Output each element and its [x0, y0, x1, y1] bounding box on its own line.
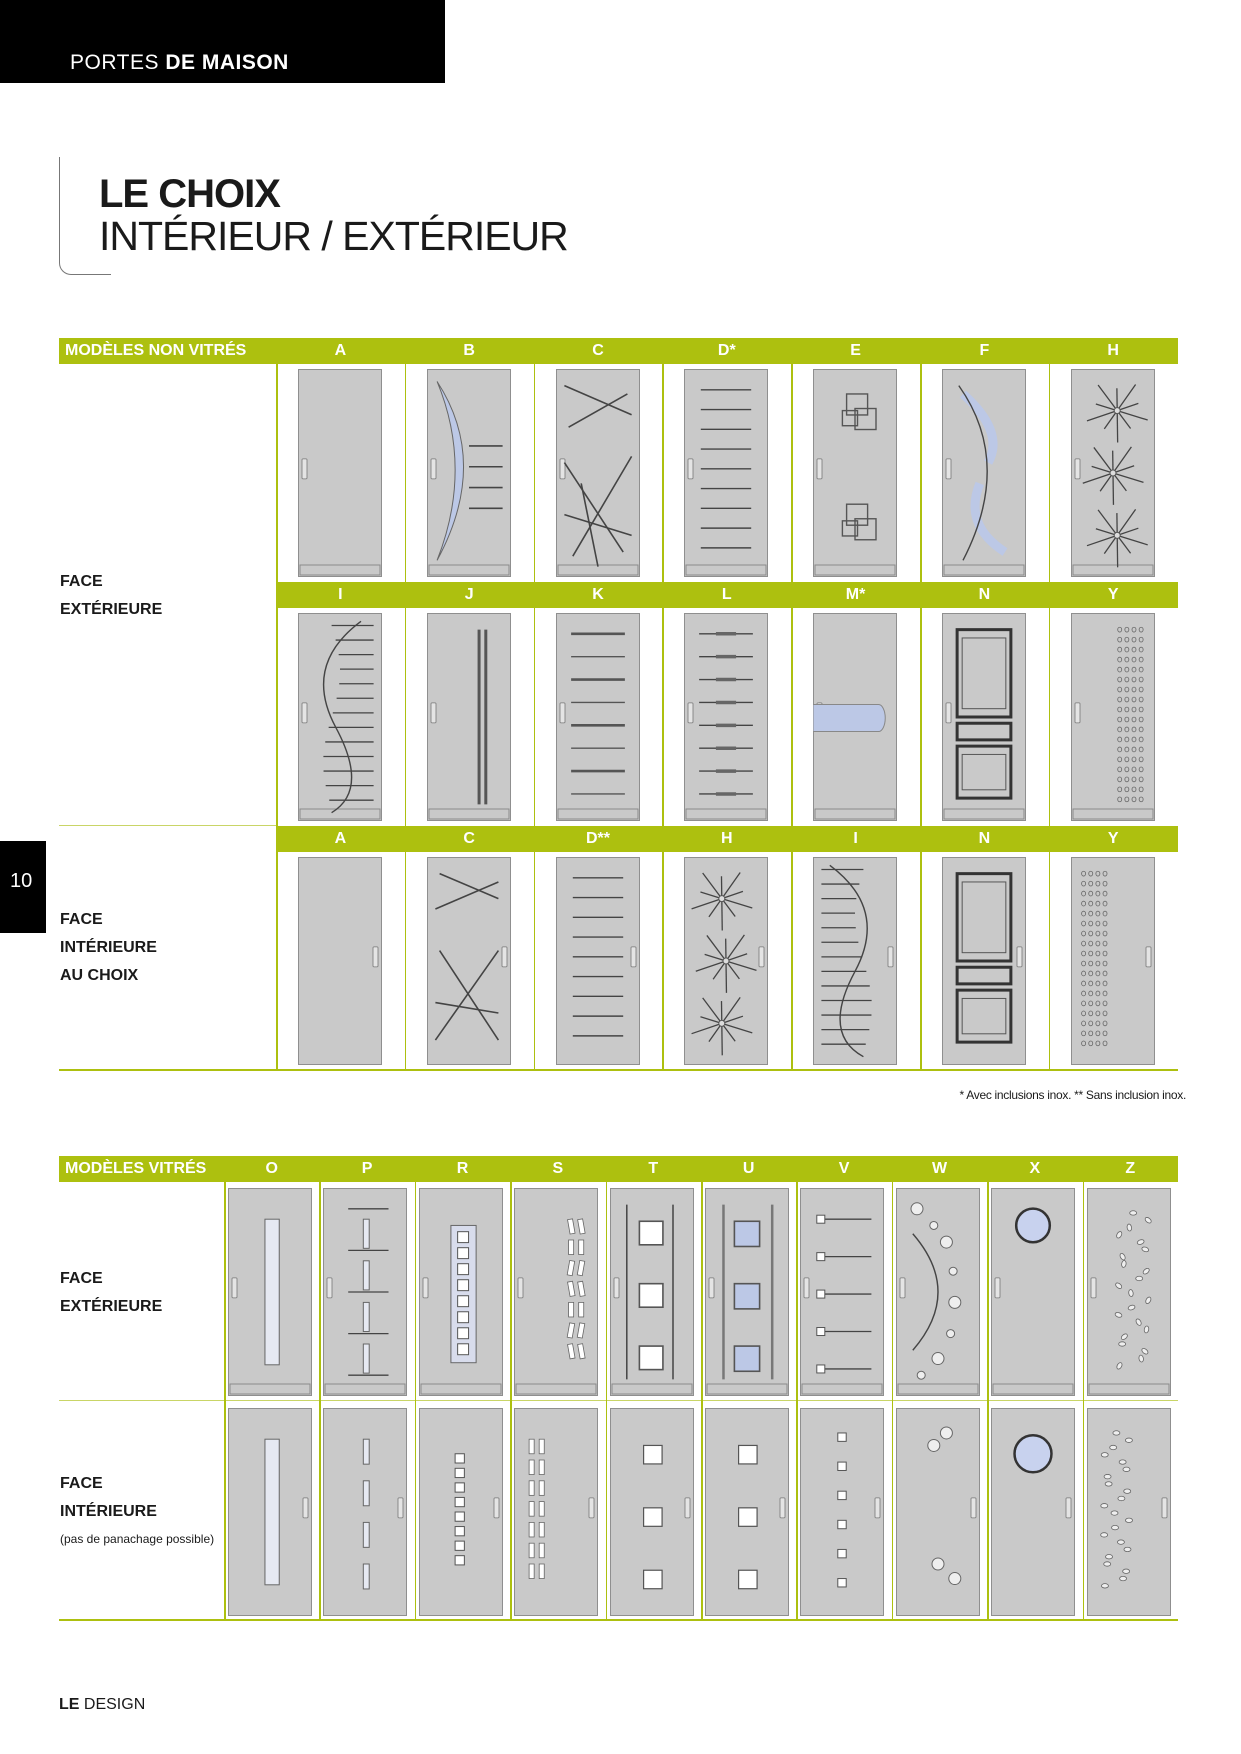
door-thumbnail	[1071, 857, 1155, 1065]
column-separator	[892, 1182, 894, 1619]
door-thumbnail	[228, 1188, 312, 1396]
door-thumbnail	[298, 857, 382, 1065]
door-thumbnail	[514, 1408, 598, 1616]
door-thumbnail	[419, 1188, 503, 1396]
column-separator	[224, 1182, 226, 1619]
table2-row-divider	[59, 1400, 1178, 1401]
column-separator	[405, 364, 407, 582]
table1-bottom-rule	[59, 1069, 1178, 1071]
door-thumbnail	[705, 1408, 789, 1616]
column-letter: L	[721, 586, 732, 603]
column-separator	[987, 1182, 989, 1619]
door-thumbnail	[942, 857, 1026, 1065]
column-letter: H	[1107, 342, 1119, 359]
column-separator	[276, 852, 278, 1069]
door-thumbnail	[942, 613, 1026, 821]
column-letter: I	[338, 586, 343, 603]
door-thumbnail	[556, 613, 640, 821]
door-thumbnail	[514, 1188, 598, 1396]
column-letter: B	[463, 342, 475, 359]
column-letter: O	[265, 1160, 278, 1177]
column-separator	[276, 364, 278, 582]
column-letter: C	[592, 342, 604, 359]
column-separator	[276, 608, 278, 826]
door-thumbnail	[684, 857, 768, 1065]
footnote: * Avec inclusions inox. ** Sans inclusion inox.	[959, 1088, 1186, 1102]
page-title: LE CHOIX	[99, 172, 280, 216]
door-thumbnail	[419, 1408, 503, 1616]
column-letter: A	[334, 830, 347, 847]
door-thumbnail	[427, 857, 511, 1065]
column-letter: E	[850, 342, 861, 359]
column-separator	[405, 852, 407, 1069]
column-letter: T	[648, 1160, 659, 1177]
column-separator	[662, 364, 664, 582]
column-separator	[791, 852, 793, 1069]
table1-row-divider	[59, 825, 276, 826]
column-letter: N	[978, 586, 991, 603]
door-thumbnail	[323, 1188, 407, 1396]
door-thumbnail	[228, 1408, 312, 1616]
door-thumbnail	[896, 1188, 980, 1396]
door-thumbnail	[610, 1188, 694, 1396]
column-separator	[534, 364, 536, 582]
column-separator	[415, 1182, 417, 1619]
table2-bottom-rule	[59, 1619, 1178, 1621]
table1-face-ext-label: FACE EXTÉRIEURE	[60, 573, 163, 618]
door-thumbnail	[684, 369, 768, 577]
table1-face-int-label: FACE INTÉRIEURE AU CHOIX	[60, 911, 157, 984]
door-thumbnail	[427, 613, 511, 821]
column-letter: F	[979, 342, 990, 359]
column-separator	[920, 364, 922, 582]
door-thumbnail	[813, 369, 897, 577]
column-letter: Y	[1107, 830, 1119, 847]
column-separator	[796, 1182, 798, 1619]
column-letter: H	[721, 830, 733, 847]
door-thumbnail	[556, 369, 640, 577]
door-thumbnail	[684, 613, 768, 821]
door-thumbnail	[556, 857, 640, 1065]
column-letter: A	[334, 342, 347, 359]
column-letter: K	[592, 586, 604, 603]
door-thumbnail	[813, 613, 897, 821]
door-thumbnail	[896, 1408, 980, 1616]
column-letter: P	[361, 1160, 373, 1177]
door-thumbnail	[991, 1408, 1075, 1616]
table2-face-int-label: FACE INTÉRIEURE	[60, 1475, 157, 1520]
door-thumbnail	[427, 369, 511, 577]
door-thumbnail	[705, 1188, 789, 1396]
column-separator	[510, 1182, 512, 1619]
table2-face-ext-label: FACE EXTÉRIEURE	[60, 1270, 163, 1315]
column-letter: N	[978, 830, 991, 847]
table1-header-label: MODÈLES NON VITRÉS	[65, 342, 247, 359]
table2-header-label: MODÈLES VITRÉS	[65, 1160, 207, 1177]
column-letter: Y	[1107, 586, 1119, 603]
column-separator	[920, 608, 922, 826]
door-thumbnail	[991, 1188, 1075, 1396]
column-letter: M*	[845, 586, 866, 603]
column-letter: D**	[585, 830, 610, 847]
door-thumbnail	[323, 1408, 407, 1616]
column-letter: Z	[1125, 1160, 1136, 1177]
column-letter: X	[1029, 1160, 1041, 1177]
column-letter: V	[838, 1160, 850, 1177]
door-thumbnail	[800, 1188, 884, 1396]
door-thumbnail	[298, 369, 382, 577]
column-letter: R	[456, 1160, 469, 1177]
door-thumbnail	[1071, 613, 1155, 821]
door-thumbnail	[1087, 1408, 1171, 1616]
door-thumbnail	[942, 369, 1026, 577]
door-thumbnail	[298, 613, 382, 821]
column-separator	[1083, 1182, 1085, 1619]
door-thumbnail	[1087, 1188, 1171, 1396]
column-separator	[662, 852, 664, 1069]
column-separator	[1049, 852, 1051, 1069]
column-letter: U	[742, 1160, 755, 1177]
page-subtitle: INTÉRIEUR / EXTÉRIEUR	[99, 213, 568, 259]
column-separator	[791, 364, 793, 582]
column-letter: W	[931, 1160, 948, 1177]
door-thumbnail	[813, 857, 897, 1065]
door-thumbnail	[1071, 369, 1155, 577]
column-separator	[534, 608, 536, 826]
column-letter: I	[853, 830, 858, 847]
footer-brand: LE DESIGN	[59, 1696, 146, 1713]
column-separator	[606, 1182, 608, 1619]
column-separator	[1049, 608, 1051, 826]
door-thumbnail	[610, 1408, 694, 1616]
column-separator	[405, 608, 407, 826]
column-separator	[701, 1182, 703, 1619]
column-separator	[1049, 364, 1051, 582]
column-separator	[791, 608, 793, 826]
page-number: 10	[10, 870, 33, 892]
column-separator	[920, 852, 922, 1069]
column-letter: D*	[717, 342, 736, 359]
section-header: PORTES DE MAISON	[70, 51, 289, 74]
table2-face-int-note: (pas de panachage possible)	[60, 1532, 215, 1546]
column-letter: S	[552, 1160, 564, 1177]
column-letter: J	[464, 586, 474, 603]
column-separator	[319, 1182, 321, 1619]
column-separator	[534, 852, 536, 1069]
column-separator	[662, 608, 664, 826]
door-thumbnail	[800, 1408, 884, 1616]
column-letter: C	[463, 830, 475, 847]
